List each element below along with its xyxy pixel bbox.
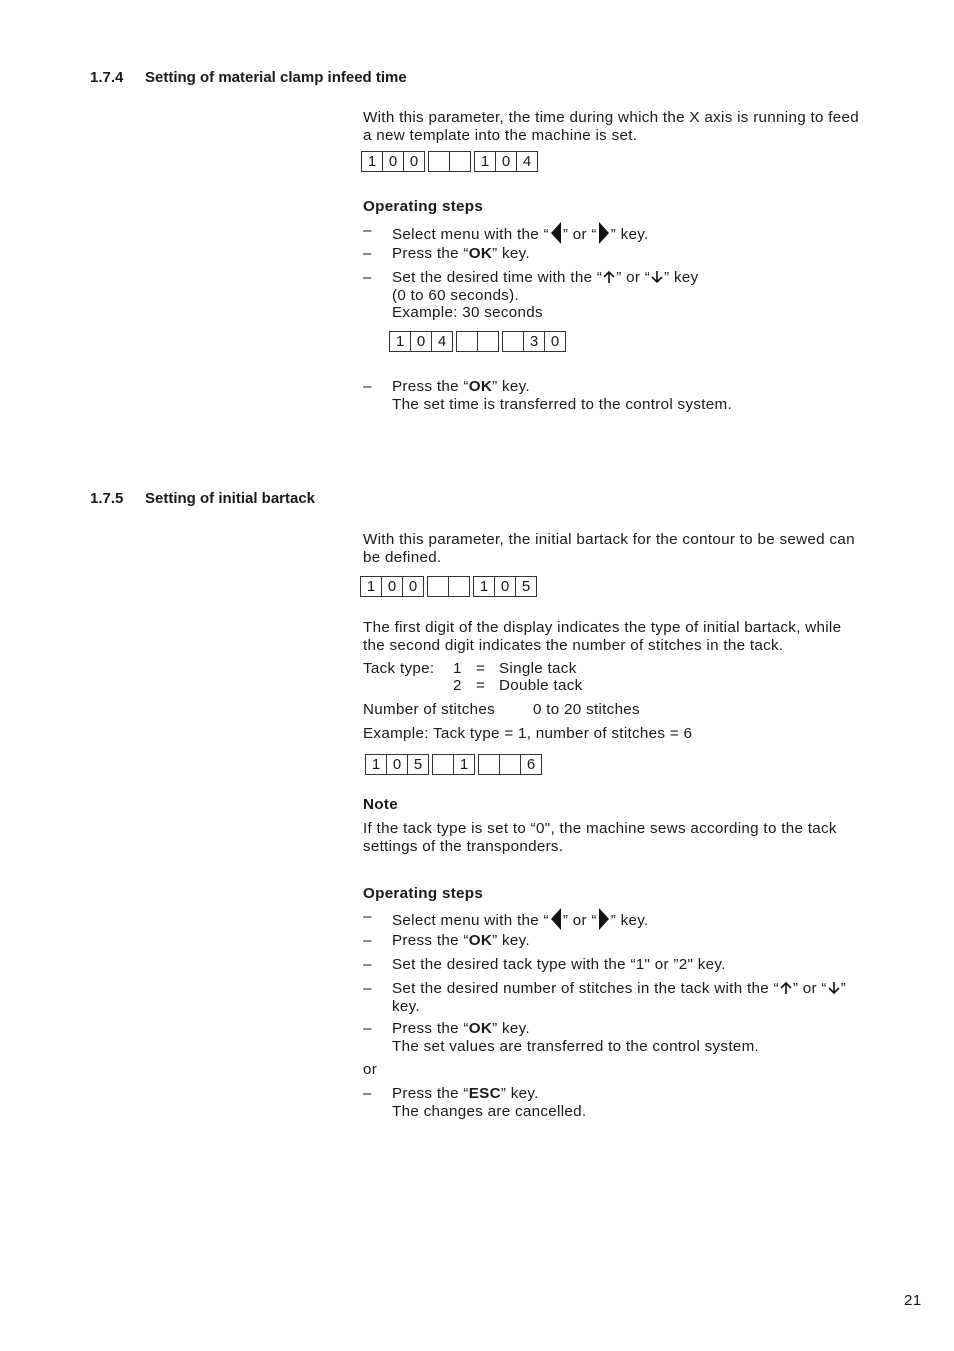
step-press-esc: – Press the “ESC” key. The changes are cancelled.	[363, 1085, 587, 1120]
display-cell	[477, 331, 499, 352]
intro-paragraph	[363, 531, 855, 566]
display-cell: 0	[544, 331, 566, 352]
intro-line: be defined.	[363, 548, 442, 566]
display-cell	[478, 754, 500, 775]
display-group	[502, 331, 566, 352]
right-triangle-icon	[599, 222, 609, 244]
display-cell	[427, 576, 449, 597]
display-cell: 4	[431, 331, 453, 352]
section-heading-1-7-4	[90, 69, 407, 86]
display-1-7-5-a	[360, 576, 540, 597]
right-triangle-icon	[599, 908, 609, 930]
display-cell	[448, 576, 470, 597]
display-cell	[499, 754, 521, 775]
stitches-value: 0 to 20 stitches	[533, 701, 640, 718]
display-cell: 4	[516, 151, 538, 172]
step-set-stitches: – Set the desired number of stitches in the tack with the “ ” or “ ” key.	[363, 980, 847, 1015]
display-group	[478, 754, 542, 775]
arrow-down-icon	[650, 270, 664, 284]
left-triangle-icon	[551, 222, 561, 244]
section-heading-1-7-5	[90, 490, 315, 507]
display-1-7-5-b	[365, 754, 545, 775]
step-dash: –	[363, 222, 372, 239]
example-line: Example: Tack type = 1, number of stitches = 6	[363, 725, 693, 742]
display-group	[427, 576, 470, 597]
section-title: Setting of material clamp infeed time	[145, 69, 407, 86]
section-number: 1.7.4	[90, 69, 124, 86]
display-group	[428, 151, 471, 172]
intro-line: With this parameter, the time during which the X axis is running to feed	[363, 109, 860, 126]
step-press-ok-transfer: – Press the “OK” key. The set values are transferred to the control system.	[363, 1020, 760, 1055]
display-cell: 1	[389, 331, 411, 352]
step-dash: –	[363, 269, 372, 286]
display-cell: 1	[365, 754, 387, 775]
step-set-tack-type: – Set the desired tack type with the “1" or ”2" key.	[363, 956, 726, 973]
display-cell: 0	[494, 576, 516, 597]
display-cell: 3	[523, 331, 545, 352]
intro-paragraph	[363, 109, 859, 144]
display-cell: 0	[410, 331, 432, 352]
step-press-ok: – Press the “OK” key.	[363, 245, 530, 262]
display-group	[365, 754, 429, 775]
display-group	[361, 151, 425, 172]
key-ok: OK	[468, 245, 493, 262]
display-cell: 0	[382, 151, 404, 172]
display-cell	[432, 754, 454, 775]
step-dash: –	[363, 245, 372, 262]
arrow-up-icon	[602, 270, 616, 284]
step-select-menu: – Select menu with the “ ” or “ ” key.	[363, 908, 649, 929]
key-ok: OK	[468, 1020, 493, 1037]
key-ok: OK	[468, 378, 493, 395]
display-cell: 1	[361, 151, 383, 172]
display-cell: 1	[360, 576, 382, 597]
page-number: 21	[904, 1292, 922, 1309]
intro-line: a new template into the machine is set.	[363, 126, 638, 144]
display-group	[456, 331, 499, 352]
step-dash: –	[363, 1020, 372, 1037]
step-dash: –	[363, 908, 372, 925]
display-cell: 6	[520, 754, 542, 775]
display-group	[360, 576, 424, 597]
display-cell: 5	[515, 576, 537, 597]
display-group	[473, 576, 537, 597]
display-cell: 1	[473, 576, 495, 597]
tack-type-label: Tack type:	[363, 660, 435, 677]
display-group	[389, 331, 453, 352]
operating-steps-heading: Operating steps	[363, 198, 484, 215]
display-cell	[449, 151, 471, 172]
step-set-time: – Set the desired time with the “ ” or “ ” key (0 to 60 seconds). Example: 30 seconds	[363, 269, 699, 321]
display-1-7-4-b	[389, 331, 569, 352]
display-cell	[428, 151, 450, 172]
description-paragraph: The first digit of the display indicates the type of initial bartack, while the second digit indicates the number of stitches in the tack.	[363, 619, 842, 654]
section-number: 1.7.5	[90, 490, 124, 507]
key-esc: ESC	[468, 1085, 501, 1102]
stitches-label: Number of stitches	[363, 701, 496, 718]
step-dash: –	[363, 932, 372, 949]
tack-type-table: Tack type: 1 = Single tack 2 = Double tack	[363, 660, 583, 694]
display-cell: 1	[474, 151, 496, 172]
step-dash: –	[363, 378, 372, 395]
key-ok: OK	[468, 932, 493, 949]
stitches-row	[363, 701, 763, 721]
step-select-menu: – Select menu with the “ ” or “ ” key.	[363, 222, 649, 243]
display-group	[474, 151, 538, 172]
display-group	[432, 754, 475, 775]
display-cell: 5	[407, 754, 429, 775]
intro-line: With this parameter, the initial bartack for the contour to be sewed can	[363, 531, 855, 548]
note-paragraph: If the tack type is set to “0", the machine sews according to the tack settings of the transponders.	[363, 820, 837, 855]
step-press-ok-transfer: – Press the “OK” key. The set time is transferred to the control system.	[363, 378, 732, 413]
display-cell: 1	[453, 754, 475, 775]
step-press-ok: – Press the “OK” key.	[363, 932, 530, 949]
arrow-up-icon	[779, 981, 793, 995]
display-cell: 0	[386, 754, 408, 775]
or-label: or	[363, 1061, 378, 1078]
arrow-down-icon	[827, 981, 841, 995]
note-heading: Note	[363, 796, 398, 813]
left-triangle-icon	[551, 908, 561, 930]
operating-steps-heading: Operating steps	[363, 885, 484, 902]
display-cell: 0	[402, 576, 424, 597]
display-cell: 0	[381, 576, 403, 597]
display-cell: 0	[403, 151, 425, 172]
step-dash: –	[363, 980, 372, 997]
step-dash: –	[363, 1085, 372, 1102]
display-cell: 0	[495, 151, 517, 172]
step-dash: –	[363, 956, 372, 973]
display-cell	[502, 331, 524, 352]
display-1-7-4-a	[361, 151, 541, 172]
display-cell	[456, 331, 478, 352]
section-title: Setting of initial bartack	[145, 490, 316, 507]
